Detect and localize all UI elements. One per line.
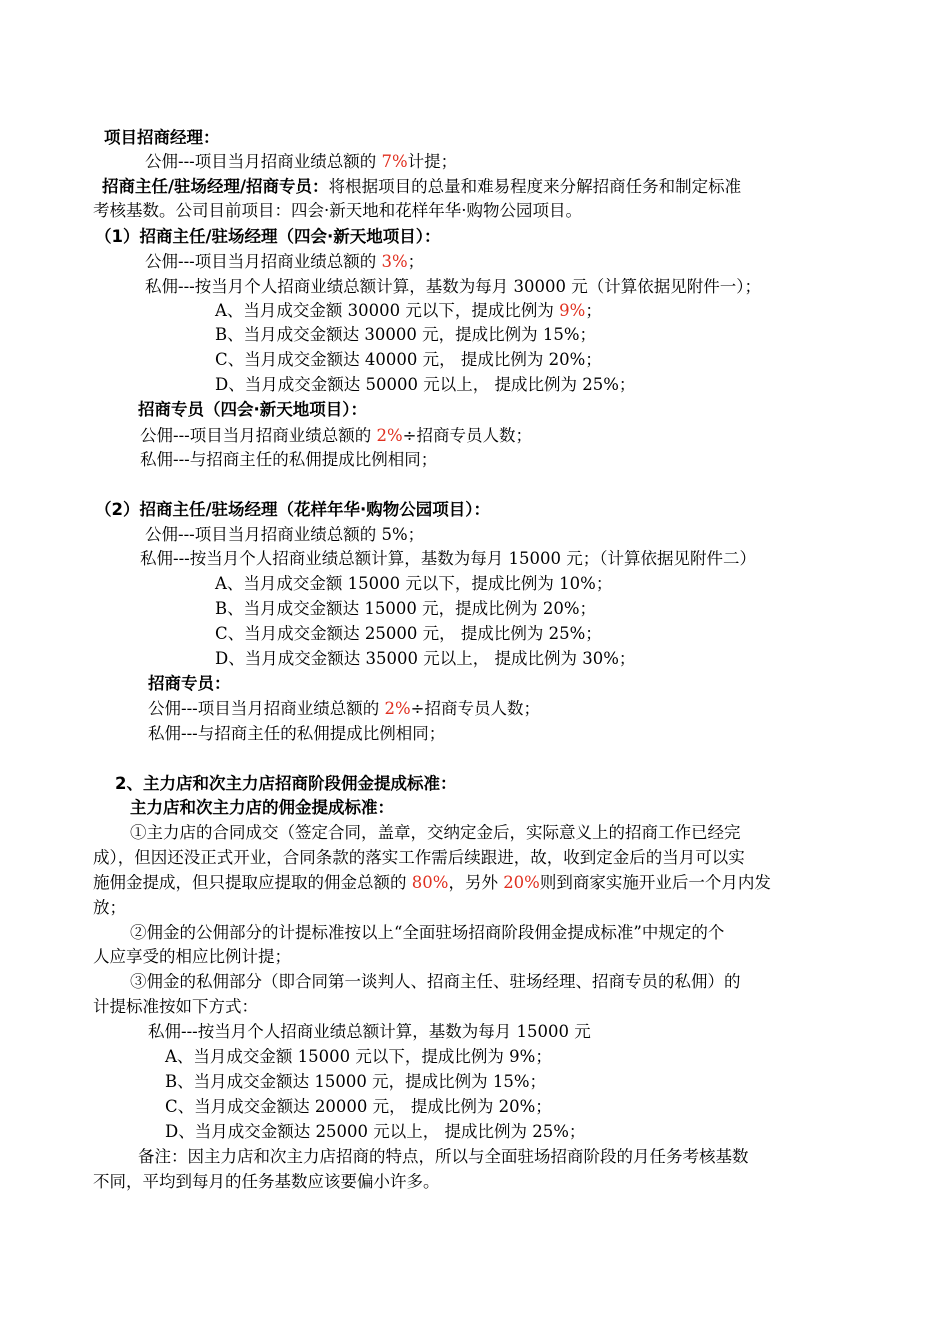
p2-tier-b: B、当月成交金额达 15000 元，提成比例为 20%；	[215, 599, 597, 618]
p2-tier-d: D、当月成交金额达 35000 元以上， 提成比例为 30%；	[215, 649, 636, 668]
item3-line2: 计提标准按如下方式：	[93, 997, 258, 1016]
p1-tier-d: D、当月成交金额达 50000 元以上， 提成比例为 25%；	[215, 375, 636, 394]
section2-subheading: 主力店和次主力店的佣金提成标准：	[130, 798, 394, 817]
p1-public-rule: 公佣---项目当月招商业绩总额的 3%；	[145, 252, 425, 271]
item1-line3: 施佣金提成，但只提取应提取的佣金总额的 80%，另外 20%则到商家实施开业后一个月内发	[93, 873, 771, 892]
s2-private-rule: 私佣---按当月个人招商业绩总额计算，基数为每月 15000 元	[148, 1022, 591, 1041]
s2-tier-b: B、当月成交金额达 15000 元，提成比例为 15%；	[165, 1072, 547, 1091]
roles-intro: 招商主任/驻场经理/招商专员：将根据项目的总量和难易程度来分解招商任务和制定标准	[102, 177, 742, 196]
s2-tier-c: C、当月成交金额达 20000 元， 提成比例为 20%；	[165, 1097, 552, 1116]
p1-tier-b: B、当月成交金额达 30000 元，提成比例为 15%；	[215, 325, 597, 344]
p1-specialist-private: 私佣---与招商主任的私佣提成比例相同；	[140, 450, 438, 469]
s2-tier-a: A、当月成交金额 15000 元以下，提成比例为 9%；	[165, 1047, 552, 1066]
item2-line2: 人应享受的相应比例计提；	[93, 947, 291, 966]
item2-line1: ②佣金的公佣部分的计提标准按以上“全面驻场招商阶段佣金提成标准”中规定的个	[130, 923, 725, 942]
p1-tier-a: A、当月成交金额 30000 元以下，提成比例为 9%；	[215, 301, 602, 320]
item1-line2: 成），但因还没正式开业，合同条款的落实工作需后续跟进，故，收到定金后的当月可以实	[93, 848, 745, 867]
p2-specialist-heading: 招商专员：	[148, 674, 231, 693]
p2-private-rule: 私佣---按当月个人招商业绩总额计算，基数为每月 15000 元；（计算依据见附件二）	[140, 549, 756, 568]
p2-tier-a: A、当月成交金额 15000 元以下，提成比例为 10%；	[215, 574, 613, 593]
p1-heading: （1）招商主任/驻场经理（四会·新天地项目）：	[95, 227, 441, 246]
note-line2: 不同，平均到每月的任务基数应该要偏小许多。	[93, 1172, 440, 1191]
p1-specialist-heading: 招商专员（四会·新天地项目）：	[138, 400, 368, 419]
s2-tier-d: D、当月成交金额达 25000 元以上， 提成比例为 25%；	[165, 1122, 586, 1141]
section2-heading: 2、主力店和次主力店招商阶段佣金提成标准：	[115, 774, 457, 793]
pm-heading: 项目招商经理：	[104, 128, 220, 147]
p1-private-rule: 私佣---按当月个人招商业绩总额计算，基数为每月 30000 元（计算依据见附件一）；	[145, 277, 761, 296]
roles-intro-cont: 考核基数。公司目前项目：四会·新天地和花样年华·购物公园项目。	[93, 201, 582, 220]
p2-heading: （2）招商主任/驻场经理（花样年华·购物公园项目）：	[95, 500, 491, 519]
p2-tier-c: C、当月成交金额达 25000 元， 提成比例为 25%；	[215, 624, 602, 643]
p2-specialist-public: 公佣---项目当月招商业绩总额的 2%÷招商专员人数；	[148, 699, 540, 718]
pm-public-rule: 公佣---项目当月招商业绩总额的 7%计提；	[145, 152, 458, 171]
item1-line4: 放；	[93, 898, 126, 917]
p2-public-rule: 公佣---项目当月招商业绩总额的 5%；	[145, 525, 425, 544]
p1-tier-c: C、当月成交金额达 40000 元， 提成比例为 20%；	[215, 350, 602, 369]
p2-specialist-private: 私佣---与招商主任的私佣提成比例相同；	[148, 724, 446, 743]
item3-line1: ③佣金的私佣部分（即合同第一谈判人、招商主任、驻场经理、招商专员的私佣）的	[130, 972, 741, 991]
p1-specialist-public: 公佣---项目当月招商业绩总额的 2%÷招商专员人数；	[140, 426, 532, 445]
note-line1: 备注：因主力店和次主力店招商的特点，所以与全面驻场招商阶段的月任务考核基数	[138, 1147, 749, 1166]
item1-line1: ①主力店的合同成交（签定合同，盖章，交纳定金后，实际意义上的招商工作已经完	[130, 823, 741, 842]
